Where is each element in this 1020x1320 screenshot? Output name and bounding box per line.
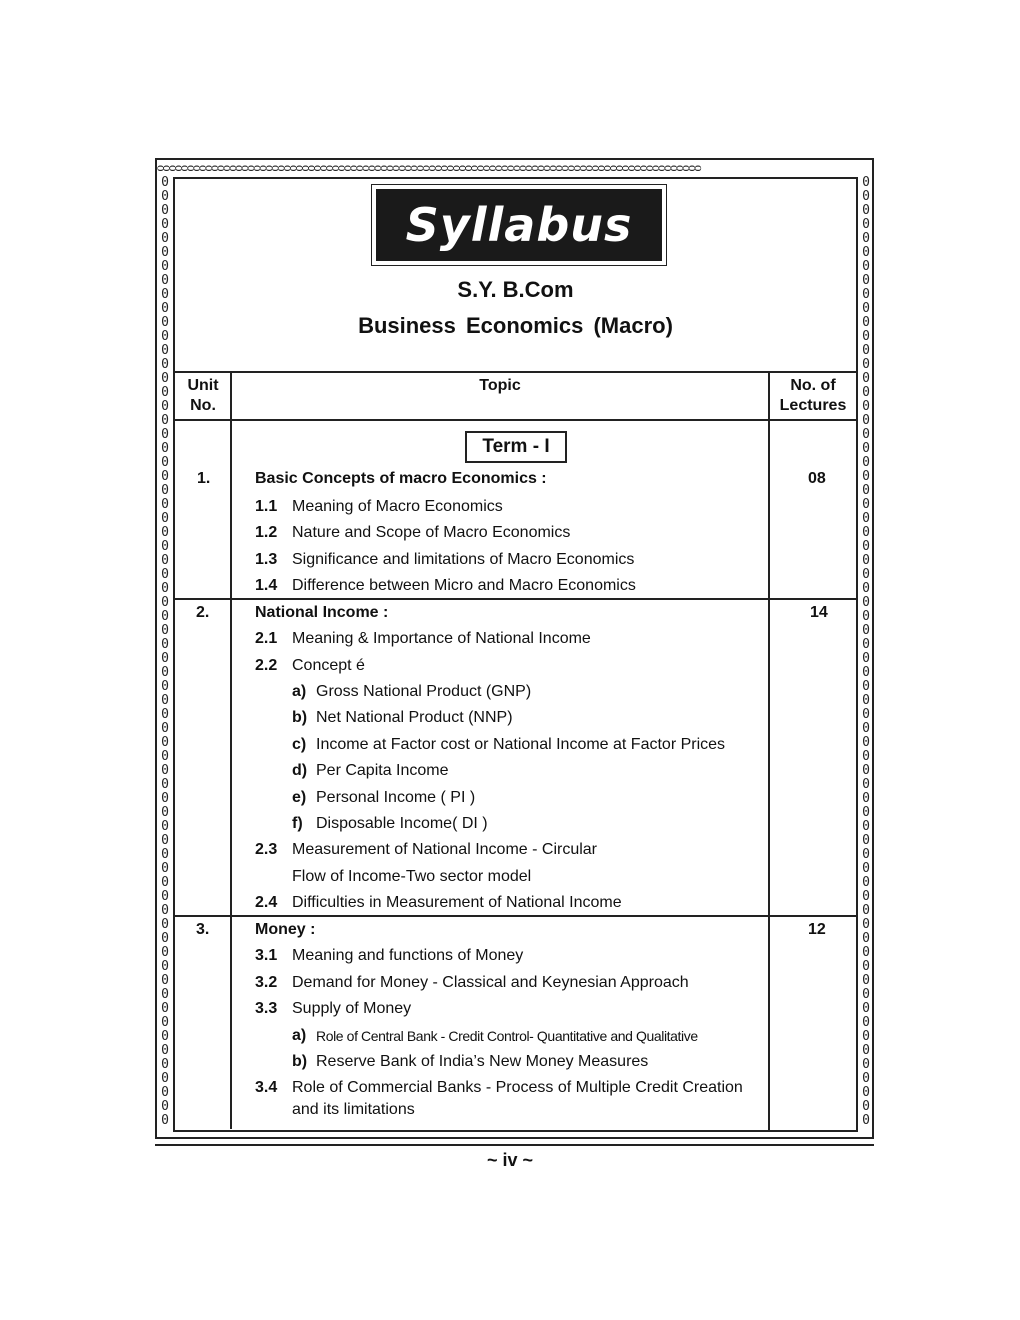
unit2-bottom-rule — [173, 915, 858, 917]
item-number: 3.1 — [255, 947, 278, 964]
item-text: Meaning of Macro Economics — [292, 498, 503, 515]
item-text: Significance and limitations of Macro Economics — [292, 551, 635, 568]
right-ornament-chain: 0 0 0 0 0 0 0 0 0 0 0 0 0 0 0 0 0 0 0 0 0 0 0 0 0 0 0 0 0 0 0 0 0 0 0 0 0 0 0 0 0 0 0 0 0 0 0 0 0 0 0 0 0 0 0 0 0 0 0 0 0 0 0 0 0 0 0 0 — [862, 176, 870, 1128]
item-text: Gross National Product (GNP) — [316, 683, 532, 700]
item-number: a) — [292, 683, 307, 700]
item-text: Supply of Money — [292, 1000, 412, 1017]
item-text: Measurement of National Income - Circular — [292, 841, 598, 858]
item-number: 3.2 — [255, 974, 278, 991]
item-text: Nature and Scope of Macro Economics — [292, 524, 571, 541]
item-number: b) — [292, 1053, 308, 1070]
item-number: d) — [292, 762, 308, 779]
syllabus-logo — [371, 184, 667, 266]
unit-title: Money : — [255, 921, 316, 938]
subject-title: Business Economics (Macro) — [358, 313, 673, 338]
item-text: Difference between Micro and Macro Economics — [292, 577, 636, 594]
item-number: 1.2 — [255, 524, 278, 541]
item-number: b) — [292, 709, 308, 726]
item-number: 2.4 — [255, 894, 278, 911]
unit1-bottom-rule — [173, 598, 858, 600]
item-text-continued: and its limitations — [292, 1101, 415, 1118]
header-bottom-rule — [173, 419, 858, 421]
item-text: Meaning and functions of Money — [292, 947, 524, 964]
unit-number: 2. — [196, 604, 210, 621]
item-text: Net National Product (NNP) — [316, 709, 513, 726]
item-number: 2.1 — [255, 630, 278, 647]
item-text: Demand for Money - Classical and Keynesian Approach — [292, 974, 689, 991]
lectures-column-divider — [768, 371, 770, 1132]
unit-title: Basic Concepts of macro Economics : — [255, 470, 547, 487]
top-ornament-chain: ᴑᴑᴑᴑᴑᴑᴑᴑᴑᴑᴑᴑᴑᴑᴑᴑᴑᴑᴑᴑᴑᴑᴑᴑᴑᴑᴑᴑᴑᴑᴑᴑᴑᴑᴑᴑᴑᴑᴑᴑᴑᴑᴑᴑᴑᴑᴑᴑᴑᴑᴑᴑᴑᴑᴑᴑᴑᴑᴑᴑᴑᴑᴑᴑᴑᴑᴑᴑᴑᴑᴑᴑᴑᴑᴑᴑᴑᴑᴑᴑᴑᴑᴑᴑᴑᴑᴑᴑᴑᴑ — [157, 160, 701, 175]
term-label: Term - I — [465, 431, 567, 463]
item-number: a) — [292, 1027, 307, 1044]
item-text: Personal Income ( PI ) — [316, 789, 476, 806]
item-text: Per Capita Income — [316, 762, 449, 779]
item-text: Role of Commercial Banks - Process of Multiple Credit Creation — [292, 1079, 743, 1096]
item-number: 1.4 — [255, 577, 278, 594]
item-number: 3.3 — [255, 1000, 278, 1017]
item-text: Reserve Bank of India’s New Money Measures — [316, 1053, 649, 1070]
item-text-continued: Flow of Income-Two sector model — [292, 868, 532, 885]
item-text: Concept é — [292, 657, 365, 674]
topic-header: Topic — [479, 377, 521, 394]
lecture-count: 12 — [808, 921, 826, 938]
item-text: Difficulties in Measurement of National Income — [292, 894, 622, 911]
unit-number: 3. — [196, 921, 210, 938]
item-number: 1.1 — [255, 498, 278, 515]
item-number: f) — [292, 815, 303, 832]
table-top-rule — [173, 371, 858, 373]
logo-text: Syllabus — [405, 198, 633, 252]
item-number: e) — [292, 789, 307, 806]
item-text: Role of Central Bank - Credit Control- Quantitative and Qualitative — [316, 1028, 698, 1044]
lectures-header: No. of Lectures — [779, 377, 847, 414]
unit-number: 1. — [197, 470, 211, 487]
item-number: 1.3 — [255, 551, 278, 568]
unit-title: National Income : — [255, 604, 389, 621]
item-number: 3.4 — [255, 1079, 278, 1096]
unit-column-divider — [230, 371, 232, 1129]
item-number: c) — [292, 736, 307, 753]
class-title: S.Y. B.Com — [457, 277, 574, 302]
item-text: Meaning & Importance of National Income — [292, 630, 591, 647]
footer-rule — [155, 1144, 874, 1146]
item-number: 2.3 — [255, 841, 278, 858]
unit-no-header: Unit No. — [187, 377, 219, 414]
item-text: Disposable Income( DI ) — [316, 815, 488, 832]
item-text: Income at Factor cost or National Income at Factor Prices — [316, 736, 726, 753]
left-ornament-chain: 0 0 0 0 0 0 0 0 0 0 0 0 0 0 0 0 0 0 0 0 0 0 0 0 0 0 0 0 0 0 0 0 0 0 0 0 0 0 0 0 0 0 0 0 0 0 0 0 0 0 0 0 0 0 0 0 0 0 0 0 0 0 0 0 0 0 0 0 — [161, 176, 169, 1128]
page-number: ~ iv ~ — [486, 1150, 534, 1170]
lecture-count: 08 — [808, 470, 826, 487]
lecture-count: 14 — [810, 604, 828, 621]
item-number: 2.2 — [255, 657, 278, 674]
